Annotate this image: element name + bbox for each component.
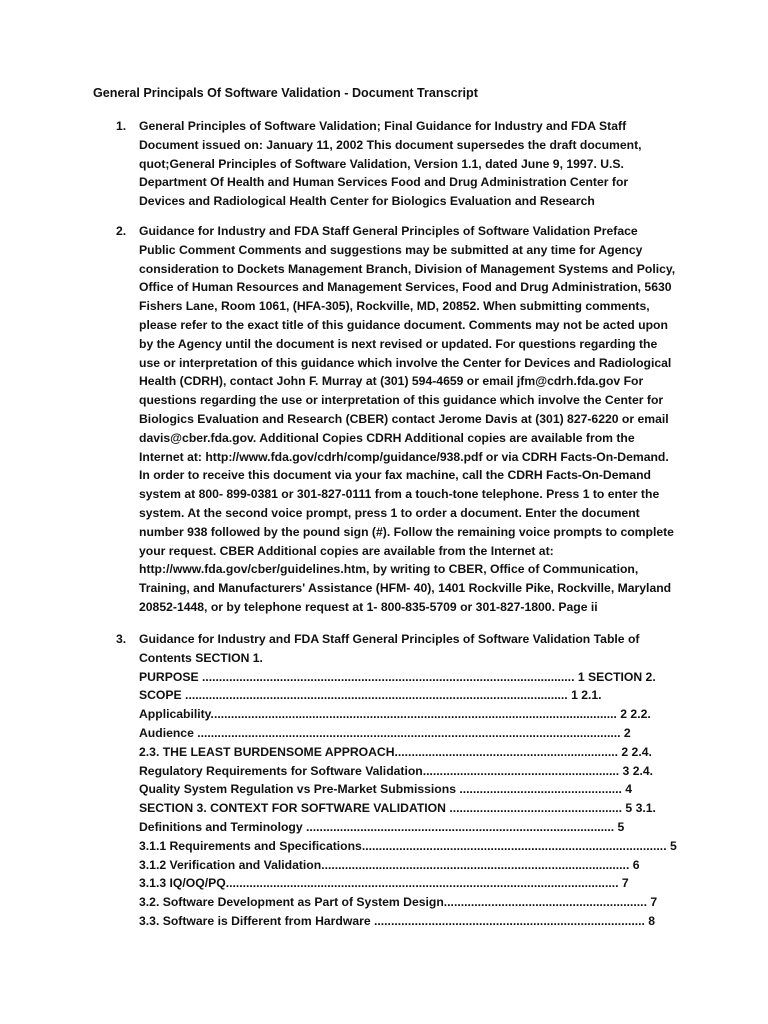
list-item [116,630,676,931]
list-item-text: General Principles of Software Validation; Final Guidance for Industry and FDA Staff Document issued on: January 11, 2002 This document supersedes the draft document, quot;General Principles of Software Validation, Version 1.1, dated June 9, 1997. U.S. Department Of Health and Human Services Food and Drug Administration Center for Devices and Radiological Health Center for Biologics Evaluation and Research [139,119,642,209]
list-item [116,117,676,211]
list-item-text: Guidance for Industry and FDA Staff General Principles of Software Validation Preface Public Comment Comments and suggestions may be submitted at any time for Agency consideration to Dockets Management Branch, Division of Management Systems and Policy, Office of Human Resources and Management Services, Food and Drug Administration, 5630 Fishers Lane, Room 1061, (HFA-305), Rockville, MD, 20852. When submitting comments, please refer to the exact title of this guidance document. Comments may not be acted upon by the Agency until the document is next revised or updated. For questions regarding the use or interpretation of this guidance which involve the Center for Devices and Radiological Health (CDRH), contact John F. Murray at (301) 594-4659 or email jfm@cdrh.fda.gov For questions regarding the use or interpretation of this guidance which involve the Center for Biologics Evaluation and Research (CBER) contact Jerome Davis at (301) 827-6220 or email davis@cber.fda.gov. Additional Copies CDRH Additional copies are available from the Internet at: http://www.fda.gov/cdrh/comp/guidance/938.pdf or via CDRH Facts-On-Demand. In order to receive this document via your fax machine, call the CDRH Facts-On-Demand system at 800- 899-0381 or 301-827-0111 from a touch-tone telephone. Press 1 to enter the system. At the second voice prompt, press 1 to order a document. Enter the document number 938 followed by the pound sign (#). Follow the remaining voice prompts to complete your request. CBER Additional copies are available from the Internet at: http://www.fda.gov/cber/guidelines.htm, by writing to CBER, Office of Communication, Training, and Manufacturers' Assistance (HFM- 40), 1401 Rockville Pike, Rockville, Maryland 20852-1448, or by telephone request at 1- 800-835-5709 or 301-827-1800. Page ii [139,224,676,614]
toc-entry: Regulatory Requirements for Software Validation.......................................................... 3 2.4. [139,763,654,778]
toc-entry: 3.3. Software is Different from Hardware ................................................................................ 8 [139,913,656,928]
toc-entry: SCOPE ................................................................................................................. 1 2.1. [139,688,602,703]
list-item-number: 1. [116,119,127,133]
toc-entry: SECTION 3. CONTEXT FOR SOFTWARE VALIDATION ................................................... 5 3.1. [139,801,656,816]
table-of-contents [139,668,676,931]
toc-entry: Audience ............................................................................................................................. 2 [139,725,631,740]
document-title: General Principals Of Software Validation - Document Transcript [93,86,478,100]
toc-entry: Applicability........................................................................................................................ 2 2.2. [139,707,651,722]
toc-entry: Definitions and Terminology ........................................................................................... 5 [139,819,625,834]
toc-entry: 3.1.3 IQ/OQ/PQ.................................................................................................................... 7 [139,876,629,891]
list-item-number: 3. [116,632,127,646]
toc-entry: 2.3. THE LEAST BURDENSOME APPROACH.................................................................. 2 2.4. [139,744,652,759]
toc-entry: 3.2. Software Development as Part of System Design............................................................ 7 [139,895,658,910]
list-item [116,222,676,617]
list-item-number: 2. [116,224,127,238]
toc-entry: PURPOSE .............................................................................................................. 1 SECTION 2. [139,669,656,684]
toc-entry: 3.1.2 Verification and Validation........................................................................................... 6 [139,857,640,872]
toc-entry: 3.1.1 Requirements and Specifications.......................................................................................... 5 [139,838,677,853]
toc-entry: Quality System Regulation vs Pre-Market Submissions ................................................ 4 [139,782,633,797]
toc-intro: Guidance for Industry and FDA Staff General Principles of Software Validation Table of Contents SECTION 1. [139,632,640,665]
